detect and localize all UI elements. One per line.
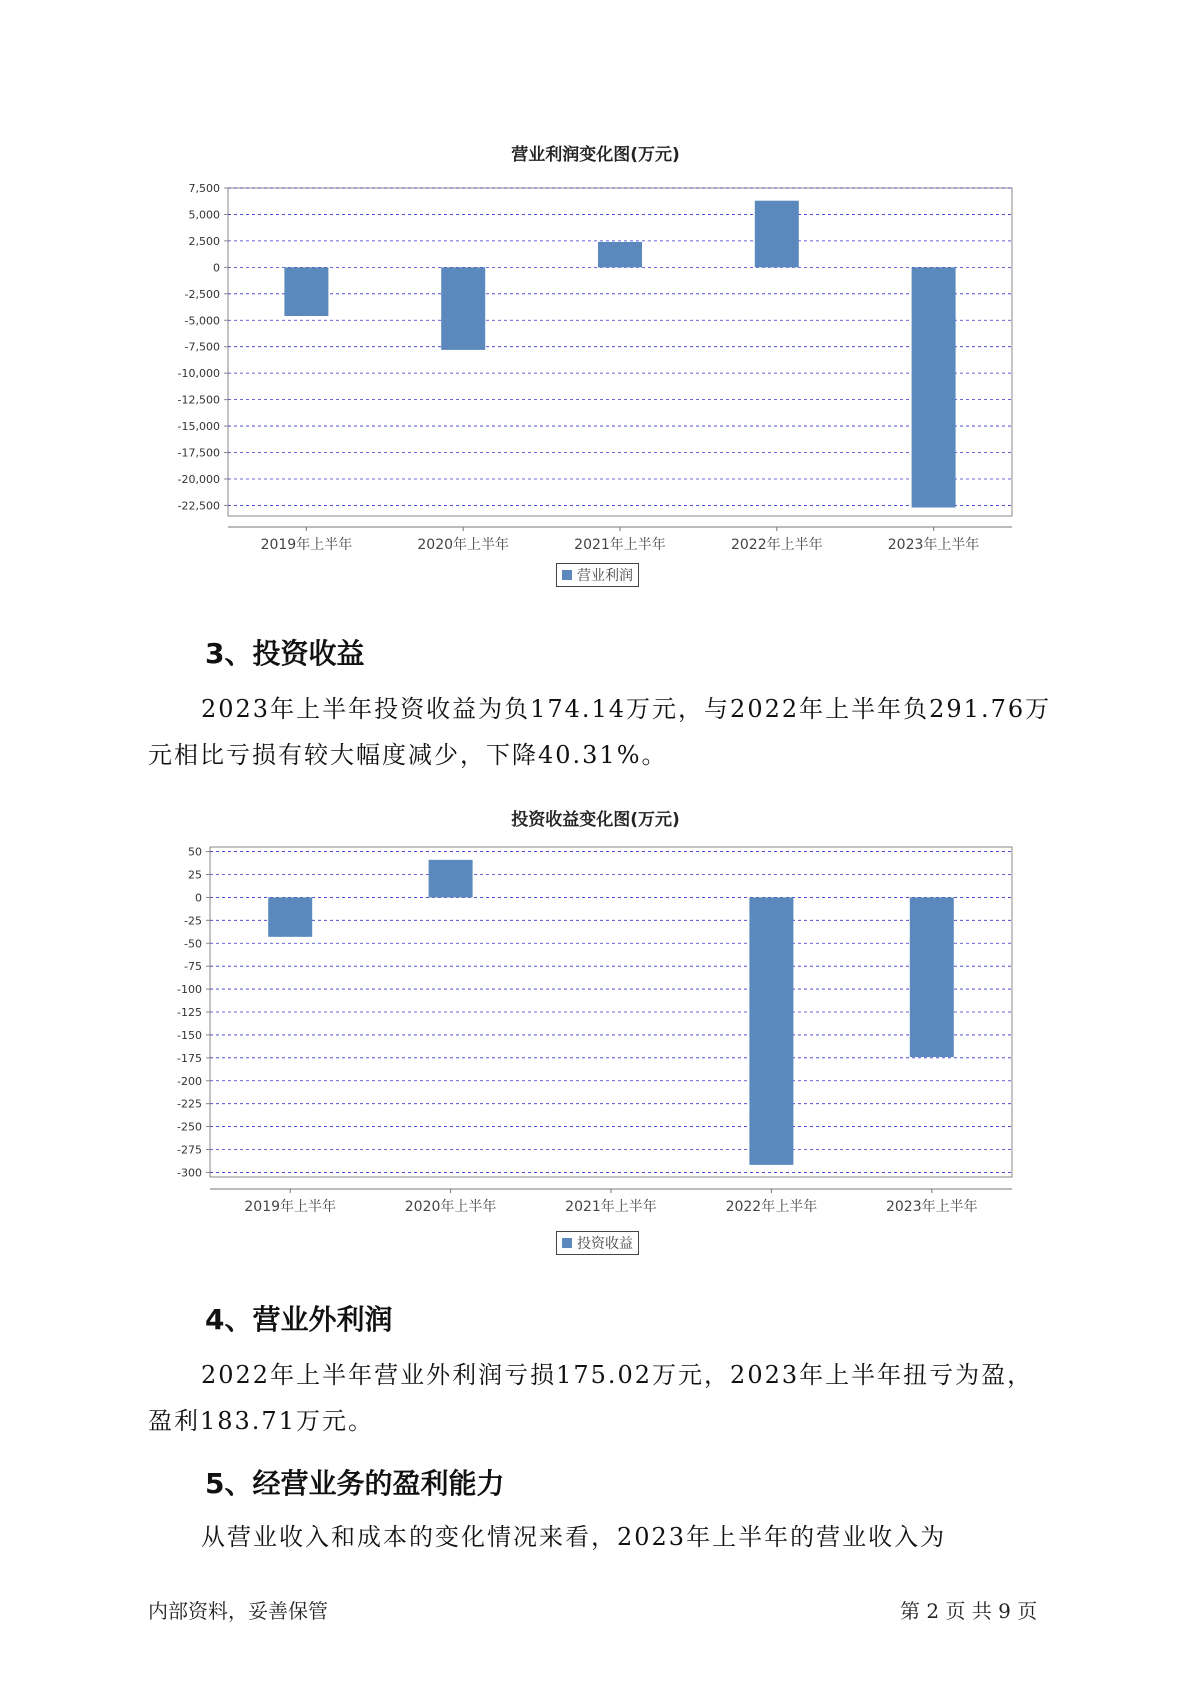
bar <box>268 897 312 936</box>
section-4-heading: 4、营业外利润 <box>205 1303 393 1336</box>
y-tick-label: -275 <box>177 1143 202 1157</box>
y-tick-label: -10,000 <box>177 367 220 381</box>
bar <box>910 897 954 1057</box>
y-tick-label: -75 <box>184 960 202 974</box>
section-4-line-1: 2022年上半年营业外利润亏损175.02万元，2023年上半年扭亏为盈， <box>201 1361 1034 1389</box>
y-tick-label: -175 <box>177 1051 202 1065</box>
y-tick-label: -25 <box>184 914 202 928</box>
y-tick-label: 0 <box>195 891 202 905</box>
section-3-line-2: 元相比亏损有较大幅度减少，下降40.31%。 <box>148 741 668 769</box>
y-tick-label: 2,500 <box>188 234 220 248</box>
chart2-legend-label: 投资收益 <box>577 1236 633 1252</box>
y-tick-label: -300 <box>177 1166 202 1180</box>
section-3-heading: 3、投资收益 <box>205 637 365 670</box>
y-tick-label: -15,000 <box>177 420 220 434</box>
y-tick-label: -5,000 <box>184 314 220 328</box>
y-tick-label: -225 <box>177 1097 202 1111</box>
bar <box>749 897 793 1164</box>
x-tick-label: 2022年上半年 <box>730 537 823 553</box>
y-tick-label: -150 <box>177 1028 202 1042</box>
x-tick-label: 2023年上半年 <box>885 1199 978 1215</box>
y-tick-label: -17,500 <box>177 446 220 460</box>
y-tick-label: -250 <box>177 1120 202 1134</box>
y-tick-label: -200 <box>177 1074 202 1088</box>
x-tick-label: 2020年上半年 <box>417 537 510 553</box>
bar <box>429 860 473 898</box>
y-tick-label: -20,000 <box>177 472 220 486</box>
section-5-heading: 5、经营业务的盈利能力 <box>205 1467 505 1500</box>
section-4-line-2: 盈利183.71万元。 <box>148 1407 374 1435</box>
y-tick-label: -12,500 <box>177 393 220 407</box>
x-tick-label: 2021年上半年 <box>574 537 666 553</box>
chart2-title: 投资收益变化图(万元) <box>511 810 680 830</box>
y-tick-label: 25 <box>188 868 202 882</box>
section-3-line-1: 2023年上半年投资收益为负174.14万元，与2022年上半年负291.76万 <box>201 695 1052 723</box>
x-tick-label: 2022年上半年 <box>725 1199 818 1215</box>
x-tick-label: 2020年上半年 <box>404 1199 497 1215</box>
section-5-line-1: 从营业收入和成本的变化情况来看，2023年上半年的营业收入为 <box>201 1523 947 1551</box>
y-tick-label: -22,500 <box>177 499 220 513</box>
y-tick-label: -50 <box>184 937 202 951</box>
y-tick-label: -125 <box>177 1006 202 1019</box>
y-tick-label: 5,000 <box>188 208 220 222</box>
footer-confidential: 内部资料，妥善保管 <box>148 1599 328 1623</box>
x-tick-label: 2021年上半年 <box>565 1199 657 1215</box>
y-tick-label: -7,500 <box>184 340 220 354</box>
x-tick-label: 2019年上半年 <box>260 537 353 553</box>
y-tick-label: 50 <box>188 845 202 859</box>
y-tick-label: -100 <box>177 983 202 997</box>
y-tick-label: 0 <box>213 261 220 275</box>
legend-swatch-icon <box>562 1238 572 1248</box>
footer-page-number: 第 2 页 共 9 页 <box>900 1599 1038 1623</box>
x-tick-label: 2023年上半年 <box>887 537 980 553</box>
chart1-title: 营业利润变化图(万元) <box>511 145 680 165</box>
chart1-legend-label: 营业利润 <box>577 568 633 584</box>
chart2-legend <box>556 1231 639 1255</box>
x-tick-label: 2019年上半年 <box>244 1199 337 1215</box>
y-tick-label: 7,500 <box>188 182 220 195</box>
y-tick-label: -2,500 <box>184 287 220 301</box>
